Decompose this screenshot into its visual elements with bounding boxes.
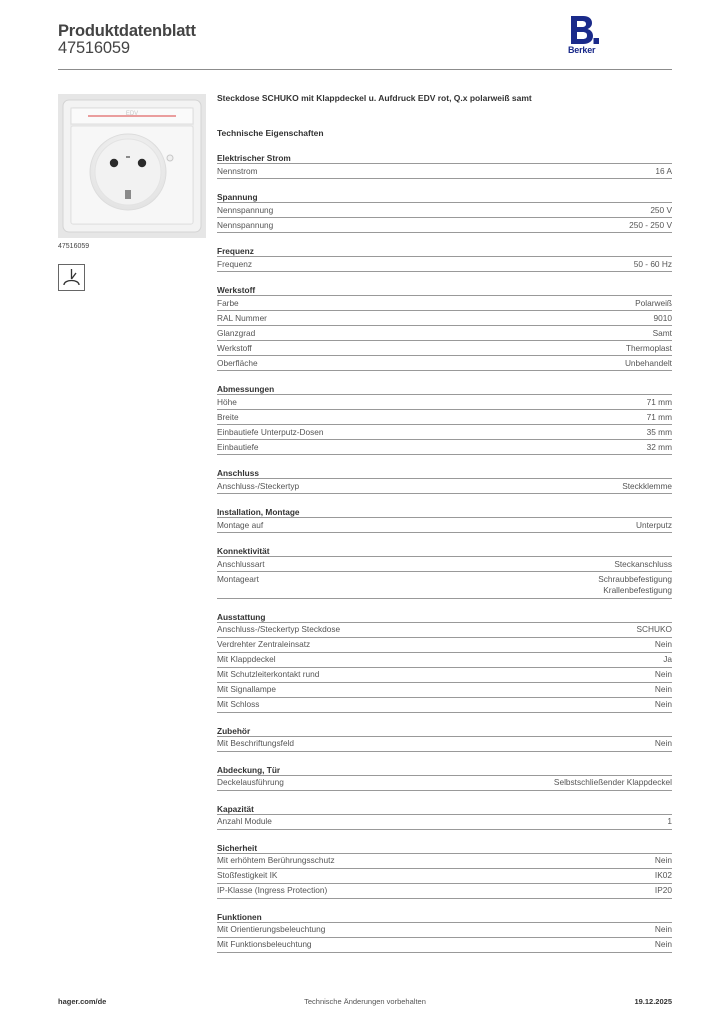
installation-symbol-icon <box>58 264 85 291</box>
spec-group <box>217 610 672 713</box>
spec-row <box>217 572 672 599</box>
spec-row <box>217 356 672 371</box>
footer-website[interactable]: hager.com/de <box>58 997 107 1006</box>
spec-group <box>217 763 672 791</box>
spec-row <box>217 557 672 572</box>
spec-label: Nennspannung <box>217 204 274 215</box>
footer-notice: Technische Änderungen vorbehalten <box>304 997 426 1006</box>
spec-value: 35 mm <box>646 426 672 437</box>
spec-label: RAL Nummer <box>217 312 267 323</box>
spec-group-title: Abmessungen <box>217 382 672 395</box>
spec-value: Nein <box>654 855 672 865</box>
spec-row <box>217 425 672 440</box>
spec-value: Polarweiß <box>635 297 672 308</box>
spec-group <box>217 151 672 179</box>
spec-label: Mit Orientierungsbeleuchtung <box>217 924 326 934</box>
spec-row <box>217 326 672 341</box>
spec-label: Höhe <box>217 396 237 407</box>
spec-value: IP20 <box>654 885 672 895</box>
spec-row <box>217 776 672 791</box>
spec-row <box>217 869 672 884</box>
spec-value: Nein <box>654 699 672 709</box>
spec-row <box>217 638 672 653</box>
spec-row <box>217 395 672 410</box>
spec-row <box>217 683 672 698</box>
spec-value: Selbstschließender Klappdeckel <box>553 777 672 787</box>
spec-value: 16 A <box>655 165 672 176</box>
section-heading: Technische Eigenschaften <box>217 128 324 138</box>
spec-row <box>217 815 672 830</box>
berker-logo <box>567 15 607 59</box>
spec-row <box>217 623 672 638</box>
spec-label: Mit Signallampe <box>217 684 277 694</box>
spec-group-title: Elektrischer Strom <box>217 151 672 164</box>
spec-row <box>217 341 672 356</box>
spec-value: SCHUKO <box>636 624 672 634</box>
spec-label: Montageart <box>217 573 259 584</box>
spec-value: Steckanschluss <box>614 558 672 569</box>
spec-group <box>217 841 672 899</box>
spec-group-title: Werkstoff <box>217 283 672 296</box>
spec-row <box>217 164 672 179</box>
spec-group-title: Frequenz <box>217 244 672 257</box>
spec-group-title: Sicherheit <box>217 841 672 854</box>
spec-value: 50 - 60 Hz <box>633 258 672 269</box>
spec-value: 1 <box>667 816 672 826</box>
spec-value: 9010 <box>653 312 672 323</box>
spec-label: Mit Beschriftungsfeld <box>217 738 295 748</box>
spec-value: Nein <box>654 738 672 748</box>
image-caption: 47516059 <box>58 243 90 250</box>
spec-value: Nein <box>654 939 672 949</box>
spec-row <box>217 296 672 311</box>
spec-group-title: Installation, Montage <box>217 505 672 518</box>
spec-group-title: Anschluss <box>217 466 672 479</box>
spec-row <box>217 698 672 713</box>
spec-label: Stoßfestigkeit IK <box>217 870 278 880</box>
spec-group <box>217 190 672 233</box>
spec-row <box>217 218 672 233</box>
spec-label: Mit Schutzleiterkontakt rund <box>217 669 320 679</box>
page-footer <box>58 997 672 1011</box>
spec-value: Unterputz <box>636 519 672 530</box>
spec-value: Nein <box>654 924 672 934</box>
spec-group <box>217 466 672 494</box>
spec-value: Ja <box>663 654 672 664</box>
spec-value: Thermoplast <box>625 342 672 353</box>
spec-row <box>217 653 672 668</box>
spec-value: Nein <box>654 639 672 649</box>
spec-groups <box>217 151 672 953</box>
spec-group-title: Zubehör <box>217 724 672 737</box>
spec-group-title: Konnektivität <box>217 544 672 557</box>
spec-value: Schraubbefestigung Krallenbefestigung <box>598 573 672 595</box>
spec-value: Samt <box>652 327 672 338</box>
spec-label: Frequenz <box>217 258 253 269</box>
spec-group-title: Kapazität <box>217 802 672 815</box>
spec-group-title: Ausstattung <box>217 610 672 623</box>
spec-row <box>217 479 672 494</box>
spec-value: IK02 <box>654 870 672 880</box>
spec-label: Oberfläche <box>217 357 258 368</box>
spec-group-title: Abdeckung, Tür <box>217 763 672 776</box>
spec-label: Montage auf <box>217 519 264 530</box>
spec-label: Einbautiefe Unterputz-Dosen <box>217 426 324 437</box>
logo-text: Berker <box>568 45 596 55</box>
spec-value: Nein <box>654 669 672 679</box>
spec-row <box>217 668 672 683</box>
socket-illustration <box>58 94 206 238</box>
spec-label: Einbautiefe <box>217 441 259 452</box>
spec-row <box>217 923 672 938</box>
spec-value: 250 V <box>650 204 672 215</box>
spec-row <box>217 884 672 899</box>
spec-label: Anschluss-/Steckertyp <box>217 480 300 491</box>
spec-row <box>217 854 672 869</box>
spec-value: Unbehandelt <box>624 357 672 368</box>
product-image <box>58 94 206 238</box>
document-number: 47516059 <box>58 39 130 57</box>
spec-row <box>217 938 672 953</box>
spec-value: Steckklemme <box>622 480 672 491</box>
spec-row <box>217 257 672 272</box>
spec-label: IP-Klasse (Ingress Protection) <box>217 885 328 895</box>
spec-row <box>217 440 672 455</box>
spec-group-title: Funktionen <box>217 910 672 923</box>
spec-group <box>217 244 672 272</box>
document-title: Produktdatenblatt <box>58 22 196 40</box>
spec-label: Verdrehter Zentraleinsatz <box>217 639 311 649</box>
spec-label: Anschlussart <box>217 558 265 569</box>
spec-value: 250 - 250 V <box>629 219 672 230</box>
spec-group <box>217 724 672 752</box>
spec-value: Nein <box>654 684 672 694</box>
spec-label: Anzahl Module <box>217 816 272 826</box>
spec-row <box>217 311 672 326</box>
spec-label: Mit Schloss <box>217 699 260 709</box>
spec-row <box>217 518 672 533</box>
spec-group <box>217 910 672 953</box>
spec-label: Deckelausführung <box>217 777 284 787</box>
spec-value: 32 mm <box>646 441 672 452</box>
spec-value: 71 mm <box>646 411 672 422</box>
spec-label: Farbe <box>217 297 239 308</box>
spec-row <box>217 203 672 218</box>
berker-b-logo-icon <box>569 15 599 45</box>
spec-group-title: Spannung <box>217 190 672 203</box>
spec-group <box>217 505 672 533</box>
specification-content <box>217 91 672 953</box>
footer-date: 19.12.2025 <box>634 997 672 1006</box>
spec-label: Werkstoff <box>217 342 252 353</box>
spec-label: Anschluss-/Steckertyp Steckdose <box>217 624 341 634</box>
spec-label: Mit erhöhtem Berührungsschutz <box>217 855 335 865</box>
spec-value: 71 mm <box>646 396 672 407</box>
spec-label: Nennstrom <box>217 165 258 176</box>
spec-group <box>217 382 672 455</box>
spec-row <box>217 410 672 425</box>
spec-label: Breite <box>217 411 239 422</box>
spec-group <box>217 544 672 599</box>
product-title: Steckdose SCHUKO mit Klappdeckel u. Aufdruck EDV rot, Q.x polarweiß samt <box>217 93 532 103</box>
lid-label: EDV <box>125 111 139 117</box>
spec-label: Mit Klappdeckel <box>217 654 276 664</box>
spec-group <box>217 283 672 371</box>
spec-label: Mit Funktionsbeleuchtung <box>217 939 312 949</box>
spec-label: Glanzgrad <box>217 327 256 338</box>
spec-label: Nennspannung <box>217 219 274 230</box>
spec-group <box>217 802 672 830</box>
spec-row <box>217 737 672 752</box>
